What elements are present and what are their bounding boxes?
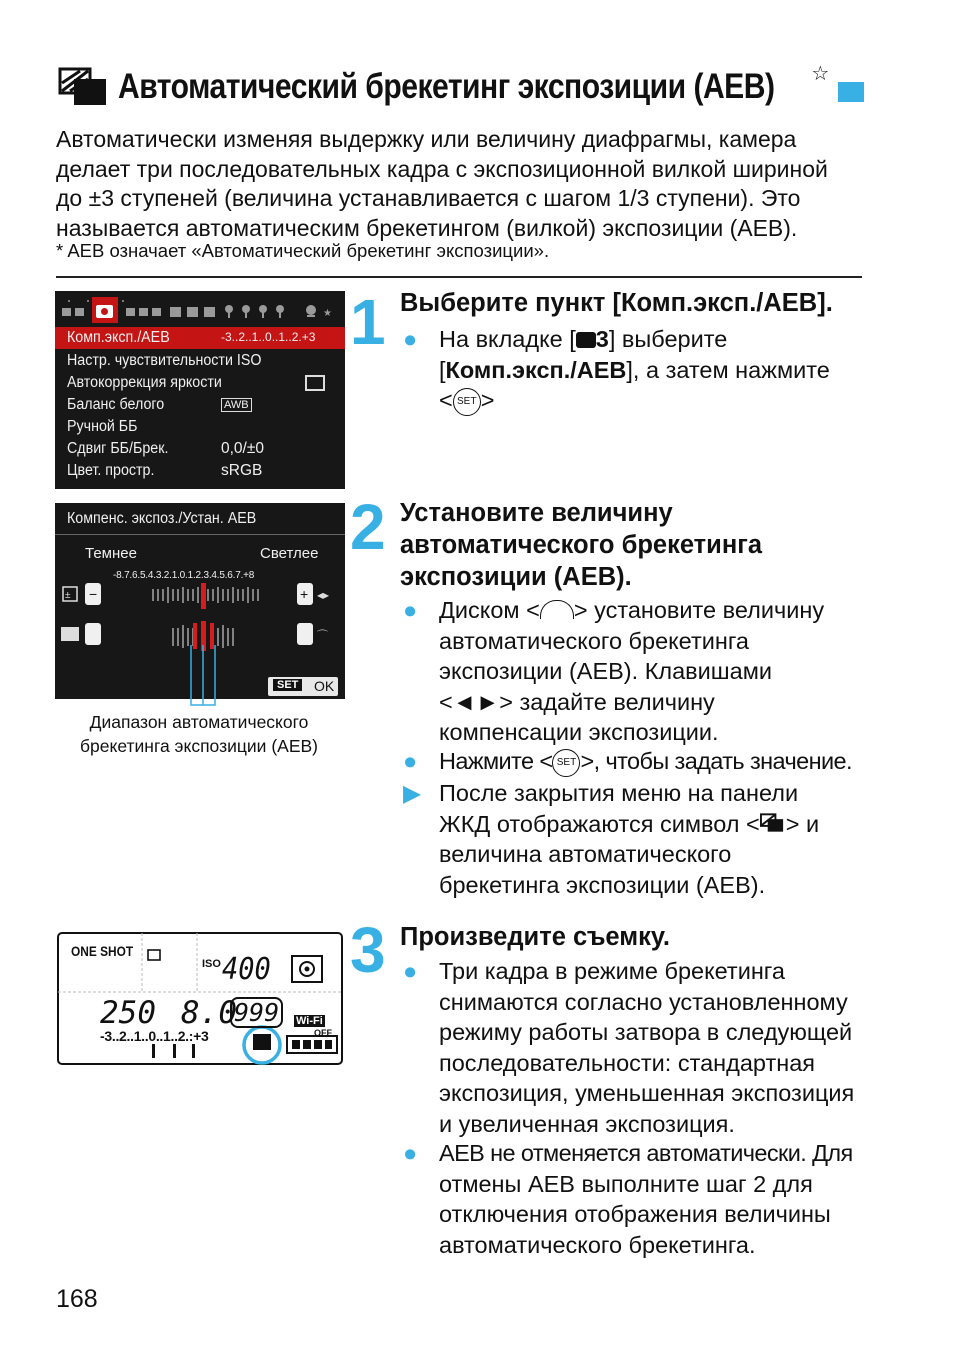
aeb-range-caption: Диапазон автоматического брекетинга экспозиции (AEB) [80,712,318,756]
lcd-af-mode: ONE SHOT [71,943,134,959]
caption-pointer [185,645,225,710]
step-number-1: 1 [350,286,386,358]
lcd-wifi-state: OFF [314,1028,332,1038]
set-button-icon: SET [552,749,580,777]
svg-text:+: + [300,586,309,602]
result-arrow-icon: ▶ [403,780,422,806]
lcd-exposure-scale: -3..2..1..0..1..2.:+3 [100,1028,209,1044]
star-icon: ☆ [811,62,830,85]
menu-item-color-space[interactable]: Цвет. простр. sRGB [67,462,263,479]
intro-paragraph: Автоматически изменяя выдержку или величину диафрагмы, камера делает три последовательных кадра с экспозиционной вилкой шириной до ±3 ступеней (величина устанавливается с шагом 1/3 ступени). Это называется автоматическим брекетингом (вилкой) экспозиции (AEB). [56,126,828,241]
aeb-screen-header: Компенс. экспоз./Устан. AEB [67,510,257,527]
camera-tab-icon [576,332,596,348]
menu-item-custom-wb[interactable]: Ручной ББ [67,418,138,435]
menu-item-wb-shift[interactable]: Сдвиг ББ/Брек. 0,0/±0 [67,440,264,457]
step-number-2: 2 [350,491,386,563]
step2-bullet-2: ● Нажмите < SET >, чтобы задать значение. [403,746,863,778]
exposure-scale: -8.7.6.5.4.3.2.1.0.1.2.3.4.5.6.7.+8 [113,570,255,581]
svg-text:±: ± [65,590,71,601]
aeb-icon [760,812,786,834]
aeb-icon [58,65,112,109]
lighter-label: Светлее [260,545,319,562]
set-ok-button[interactable]: SET OK [268,677,338,696]
lcd-shots-remaining: 999 [230,997,283,1028]
divider [56,276,862,278]
bullet-icon: ● [403,748,417,774]
bullet-icon: ● [403,597,418,623]
step2-title: Установите величину автоматического брекетинга экспозиции (AEB). [400,499,763,591]
lcd-iso-value: 400 [222,952,271,987]
bullet-icon: ● [403,958,418,984]
menu-item-exposure-comp-aeb[interactable]: Комп.эксп./AEB -3..2..1..0..1..2.+3 [55,327,345,349]
darker-label: Темнее [85,545,137,562]
step3-bullet-1: ● Три кадра в режиме брекетинга снимаются согласно установленному режиму работы затвора в следующей последовательности: стандартная экспозиция, уменьшенная экспозиция и увеличенная экспозиция. [403,958,855,1137]
bullet-icon: ● [403,1140,418,1166]
menu-item-auto-lighting[interactable]: Автокоррекция яркости [55,372,345,394]
page-title: Автоматический брекетинг экспозиции (AEB) [118,67,775,106]
bullet-icon: ● [403,326,418,352]
menu-tab-bar [55,291,345,325]
step-number-3: 3 [350,914,386,986]
svg-text:◂▸: ◂▸ [317,588,330,602]
menu-item-white-balance[interactable]: Баланс белого AWB [55,394,345,416]
svg-text:⌒: ⌒ [317,630,328,642]
footnote: * AEB означает «Автоматический брекетинг экспозиции». [56,240,550,261]
lcd-wifi: Wi-Fi [296,1015,323,1027]
lcd-iso-label: ISO [202,958,221,970]
step2-result: ▶ После закрытия меню на панели ЖКД отображаются символ < > и величина автоматического брекетинга экспозиции (AEB). [403,780,820,898]
step1-bullet: ● На вкладке [ 3] выберите [Комп.эксп./AEB], а затем нажмите < SET > [403,324,863,420]
step3-title: Произведите съемку. [400,923,670,951]
lcd-shutter-speed: 250 [100,995,156,1031]
svg-text:−: − [89,586,98,602]
page-header [58,62,829,112]
step3-bullet-2: ● AEB не отменяется автоматически. Для отмены AEB выполните шаг 2 для отключения отображения величины автоматического брекетинга. [403,1140,853,1258]
section-marker [838,82,864,102]
menu-item-iso[interactable]: Настр. чувствительности ISO [67,352,262,369]
main-dial-icon [540,600,574,619]
camera-menu-screen [55,291,345,489]
page-number: 168 [56,1285,98,1313]
lcd-aperture: 8.0 [181,995,237,1031]
auto-lighting-icon [305,375,325,391]
svg-text:★: ★ [323,308,332,319]
step1-title: Выберите пункт [Комп.эксп./AEB]. [400,289,833,317]
set-button-icon: SET [453,388,481,416]
step2-bullet-1: ● Диском < > установите величину автоматического брекетинга экспозиции (AEB). Клавишами <◄►> задайте величину компенсации экспозиции. [403,597,825,745]
